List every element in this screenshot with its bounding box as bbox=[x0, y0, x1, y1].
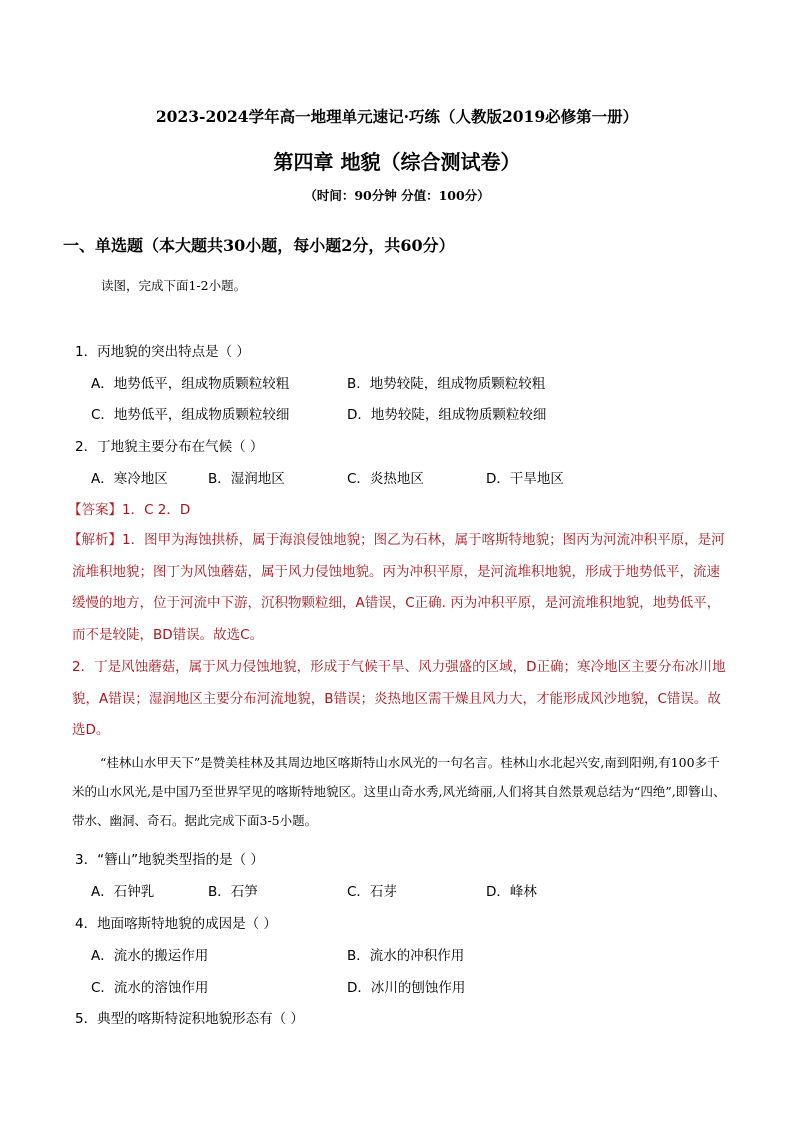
chapter-title: 第四章 地貌（综合测试卷） bbox=[273, 150, 521, 174]
question-3-stem: 3．“簪山”地貌类型指的是（ ） bbox=[75, 852, 264, 868]
analysis-label: 【解析】 bbox=[68, 532, 122, 548]
q1-option-a: A．地势低平，组成物质颗粒较粗 bbox=[91, 376, 290, 392]
q4-option-d: D．冰川的刨蚀作用 bbox=[347, 980, 466, 996]
analysis-paragraph-1 bbox=[68, 525, 732, 651]
q2-option-d: D．干旱地区 bbox=[486, 471, 564, 487]
q2-option-b: B．湿润地区 bbox=[208, 471, 285, 487]
question-4-stem: 4．地面喀斯特地貌的成因是（ ） bbox=[75, 916, 277, 932]
question-1-stem: 1．丙地貌的突出特点是（ ） bbox=[75, 344, 250, 360]
q3-option-b: B．石笋 bbox=[208, 884, 258, 900]
series-title: 2023-2024学年高一地理单元速记·巧练（人教版2019必修第一册） bbox=[155, 107, 639, 126]
section-heading: 一、单选题（本大题共30小题，每小题2分，共60分） bbox=[63, 236, 455, 255]
reading-passage: “桂林山水甲天下”是赞美桂林及其周边地区喀斯特山水风光的一句名言。桂林山水北起兴安,南到阳朔,有100多千米的山水风光,是中国乃至世界罕见的喀斯特地貌区。这里山奇水秀,风光绮丽,人们将其自然景观总结为“四绝”,即簪山、带水、幽洞、奇石。据此完成下面3-5小题。 bbox=[72, 755, 726, 828]
answer-text: 1．C 2．D bbox=[122, 502, 191, 518]
exam-info: （时间：90分钟 分值：100分） bbox=[304, 188, 490, 203]
q4-option-a: A．流水的搬运作用 bbox=[91, 948, 209, 964]
answer-label: 【答案】 bbox=[68, 502, 122, 518]
q4-option-c: C．流水的溶蚀作用 bbox=[91, 980, 209, 996]
question-5-stem: 5．典型的喀斯特淀积地貌形态有（ ） bbox=[75, 1011, 304, 1027]
q4-option-b: B．流水的冲积作用 bbox=[347, 948, 465, 964]
q3-option-a: A．石钟乳 bbox=[91, 884, 155, 900]
section-intro: 读图，完成下面1-2小题。 bbox=[101, 278, 247, 293]
analysis-paragraph-2: 2．丁是风蚀蘑菇，属于风力侵蚀地貌，形成于气候干旱、风力强盛的区域，D正确；寒冷地区主要分布冰川地貌，A错误；湿润地区主要分布河流地貌，B错误；炎热地区需干燥且风力大，才能形成风沙地貌，C错误。故选D。 bbox=[72, 659, 726, 739]
q1-option-d: D．地势较陡，组成物质颗粒较细 bbox=[347, 407, 547, 423]
question-2-stem: 2．丁地貌主要分布在气候（ ） bbox=[75, 439, 264, 455]
q3-option-d: D．峰林 bbox=[486, 884, 537, 900]
q3-option-c: C．石芽 bbox=[347, 884, 397, 900]
q2-option-c: C．炎热地区 bbox=[347, 471, 424, 487]
answer-line bbox=[68, 498, 190, 518]
q1-option-b: B．地势较陡，组成物质颗粒较粗 bbox=[347, 376, 546, 392]
q2-option-a: A．寒冷地区 bbox=[91, 471, 168, 487]
q1-option-c: C．地势低平，组成物质颗粒较细 bbox=[91, 407, 290, 423]
analysis-text-1: 1．图甲为海蚀拱桥，属于海浪侵蚀地貌；图乙为石林，属于喀斯特地貌；图丙为河流冲积平原，是河流堆积地貌；图丁为风蚀蘑菇，属于风力侵蚀地貌。丙为冲积平原，是河流堆积地貌，形成于地势低平，流速缓慢的地方，位于河流中下游，沉积物颗粒细，A错误，C正确. 丙为冲积平原，是河流堆积地貌，地势低平，而不是较陡，BD错误。故选C。 bbox=[72, 532, 725, 643]
